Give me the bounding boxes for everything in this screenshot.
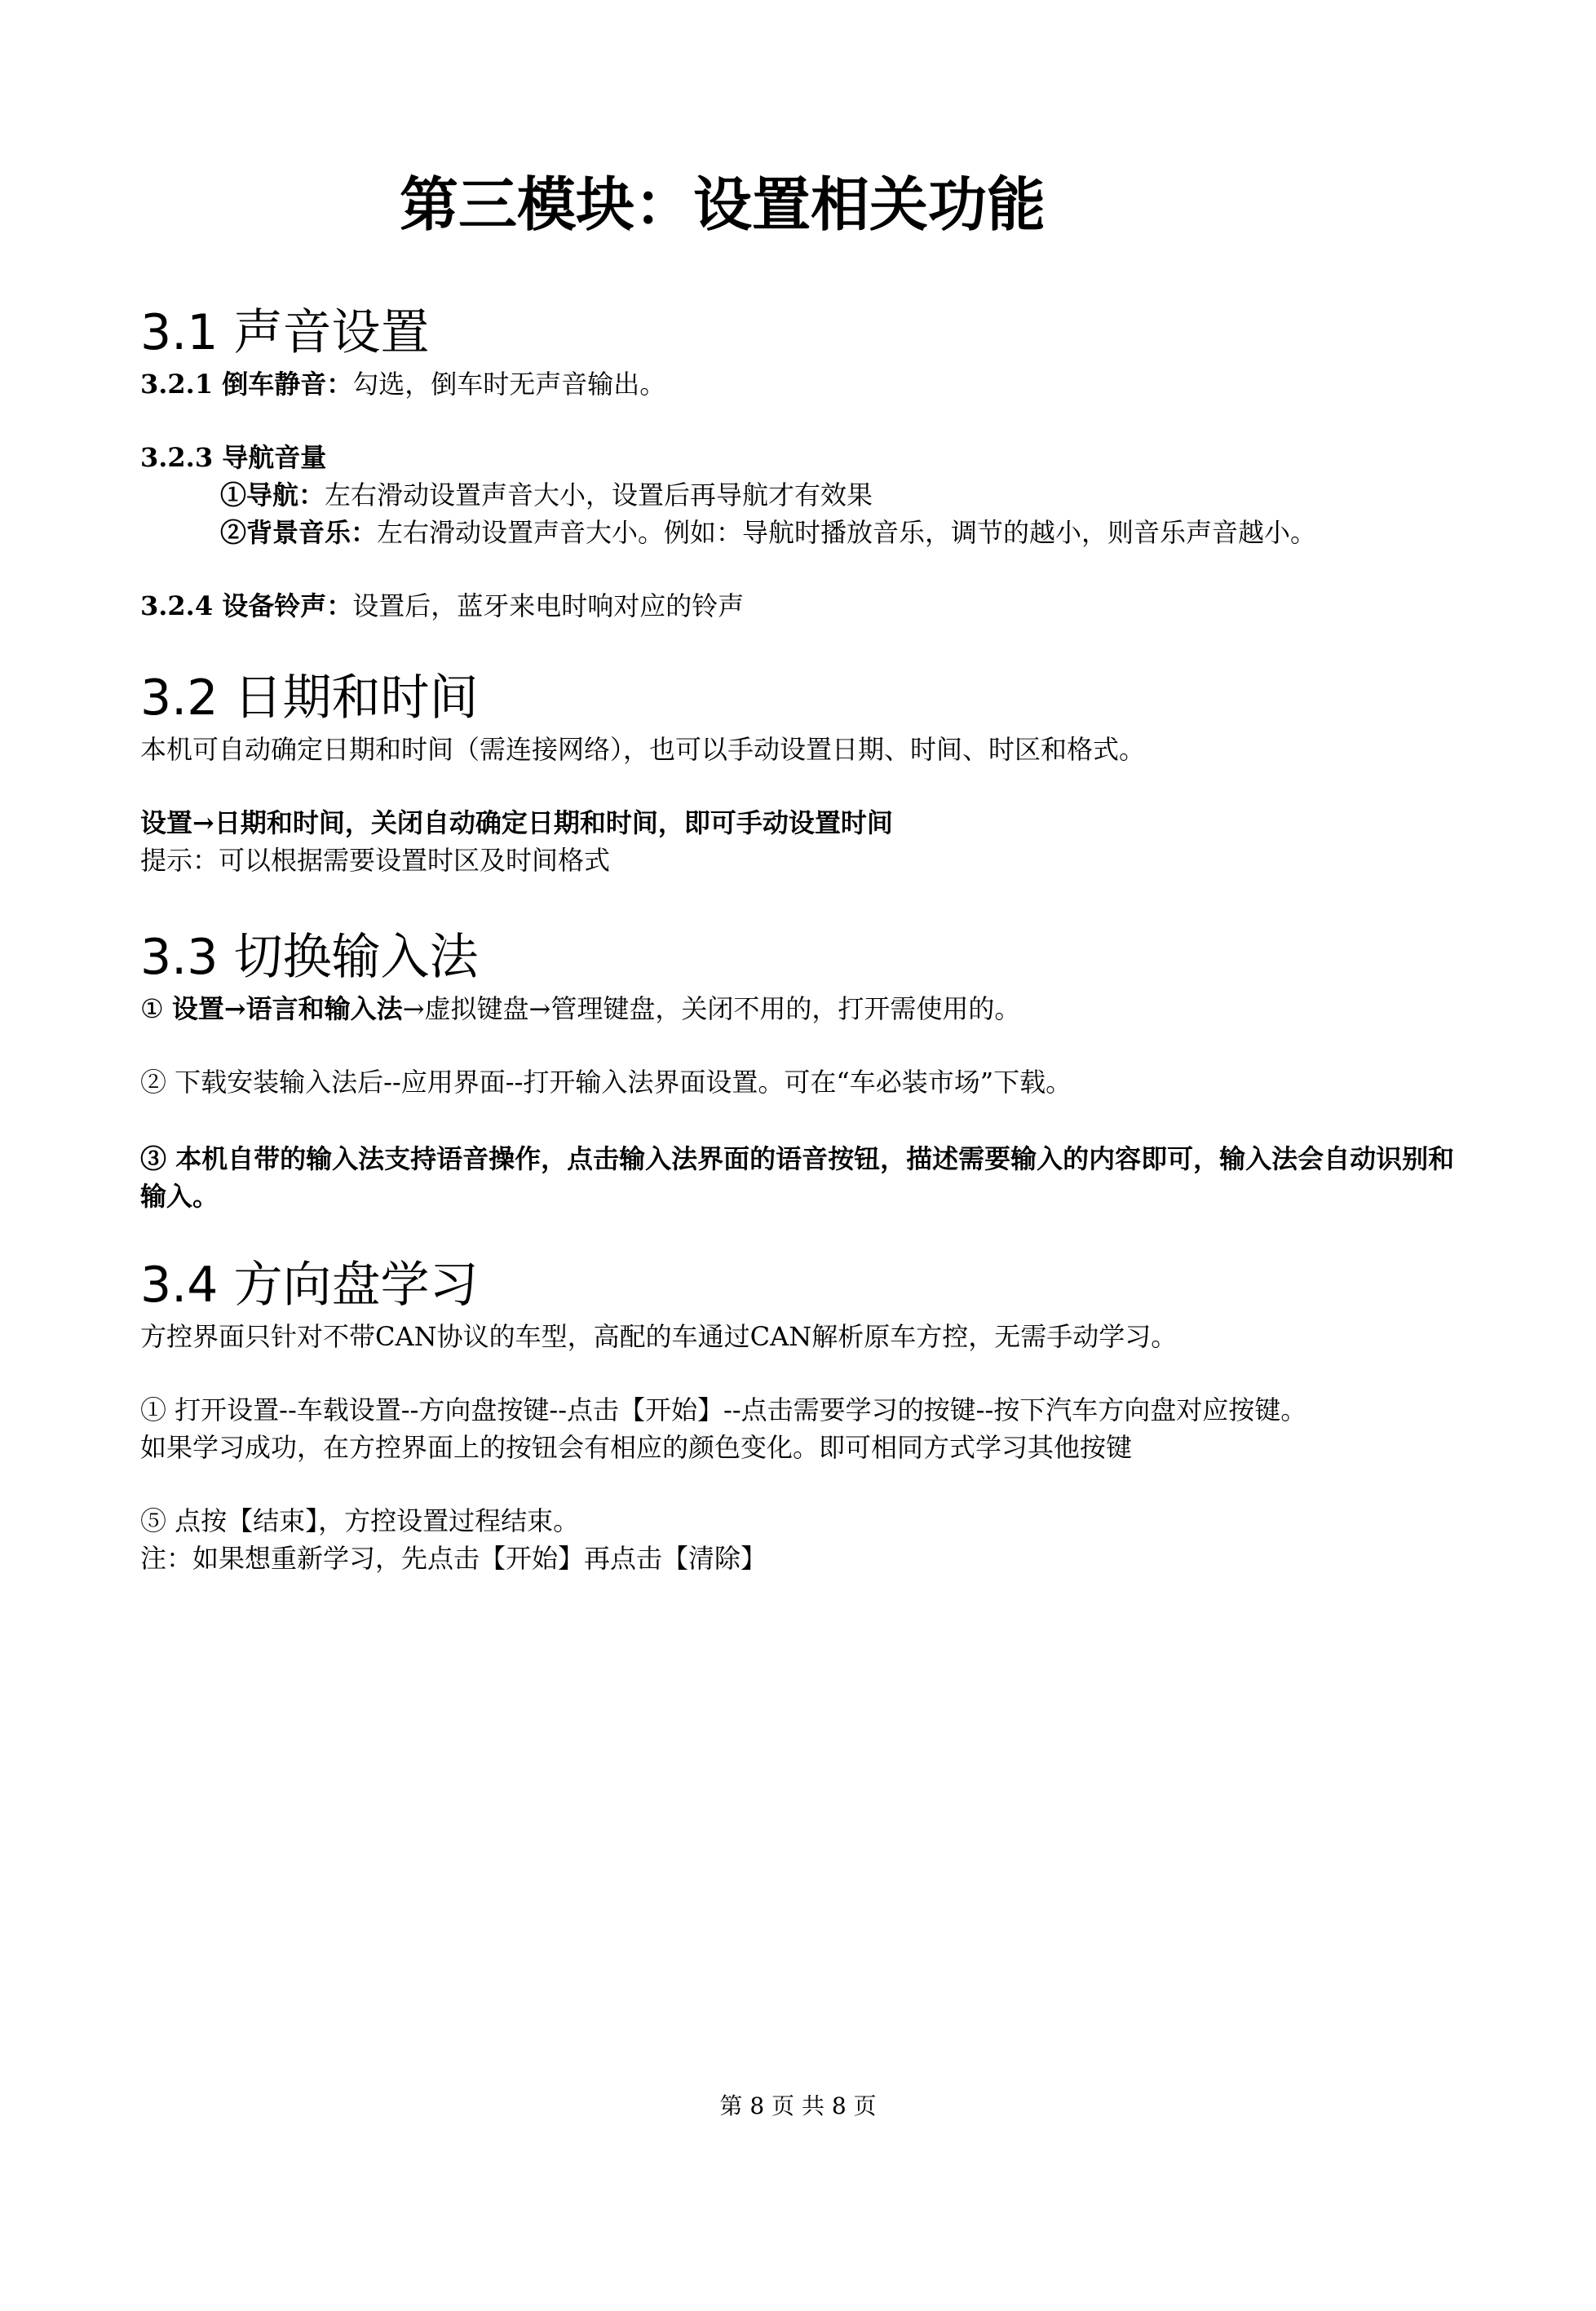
background-music-label: ②背景音乐：: [220, 517, 378, 548]
step-1-text: →虚拟键盘→管理键盘，关闭不用的，打开需使用的。: [402, 993, 1021, 1024]
navigation-volume-item-2: [220, 517, 1316, 548]
steering-step-end: ⑤ 点按【结束】，方控设置过程结束。: [140, 1505, 580, 1536]
input-method-step-1: [140, 993, 1020, 1024]
navigation-text: 左右滑动设置声音大小，设置后再导航才有效果: [325, 479, 873, 510]
section-3-2-heading: 3.2 日期和时间: [140, 669, 479, 727]
reverse-mute-text: 勾选，倒车时无声音输出。: [352, 369, 666, 400]
steering-note: 注：如果想重新学习，先点击【开始】再点击【清除】: [140, 1543, 767, 1574]
device-ringtone-text: 设置后，蓝牙来电时响对应的铃声: [352, 590, 745, 621]
reverse-mute-label: 3.2.1 倒车静音：: [140, 369, 353, 400]
input-method-step-2: ② 下载安装输入法后--应用界面--打开输入法界面设置。可在“车必装市场”下载。: [140, 1067, 1072, 1098]
paragraph-reverse-mute: [140, 369, 665, 400]
page-footer: 第 8 页 共 8 页: [719, 2092, 877, 2119]
navigation-volume-item-1: [220, 479, 873, 510]
background-music-text: 左右滑动设置声音大小。例如：导航时播放音乐，调节的越小，则音乐声音越小。: [377, 517, 1317, 548]
navigation-label: ①导航：: [220, 479, 325, 510]
navigation-volume-label: 3.2.3 导航音量: [140, 442, 327, 473]
step-1-bold-path: 设置→语言和输入法: [171, 993, 403, 1024]
device-ringtone-label: 3.2.4 设备铃声：: [140, 590, 353, 621]
module-title: 第三模块：设置相关功能: [400, 170, 1046, 239]
input-method-step-3: ③ 本机自带的输入法支持语音操作，点击输入法界面的语音按钮，描述需要输入的内容即可，输入法会自动识别和输入。: [140, 1143, 1455, 1212]
steering-step-1-line-1: ① 打开设置--车载设置--方向盘按键--点击【开始】--点击需要学习的按键--按下汽车方向盘对应按键。: [140, 1394, 1307, 1425]
steering-step-1-line-2: 如果学习成功，在方控界面上的按钮会有相应的颜色变化。即可相同方式学习其他按键: [140, 1432, 1133, 1463]
section-3-1-heading: 3.1 声音设置: [140, 304, 430, 361]
section-3-3-heading: 3.3 切换输入法: [140, 929, 479, 986]
steering-intro: 方控界面只针对不带CAN协议的车型，高配的车通过CAN解析原车方控，无需手动学习。: [140, 1321, 1178, 1352]
paragraph-device-ringtone: [140, 590, 744, 621]
section-3-4-heading: 3.4 方向盘学习: [140, 1257, 479, 1314]
date-time-tip: 提示：可以根据需要设置时区及时间格式: [140, 845, 611, 876]
date-time-steps: 设置→日期和时间，关闭自动确定日期和时间，即可手动设置时间: [140, 807, 893, 838]
date-time-intro: 本机可自动确定日期和时间（需连接网络），也可以手动设置日期、时间、时区和格式。: [140, 734, 1146, 765]
step-1-marker: ①: [140, 993, 172, 1024]
